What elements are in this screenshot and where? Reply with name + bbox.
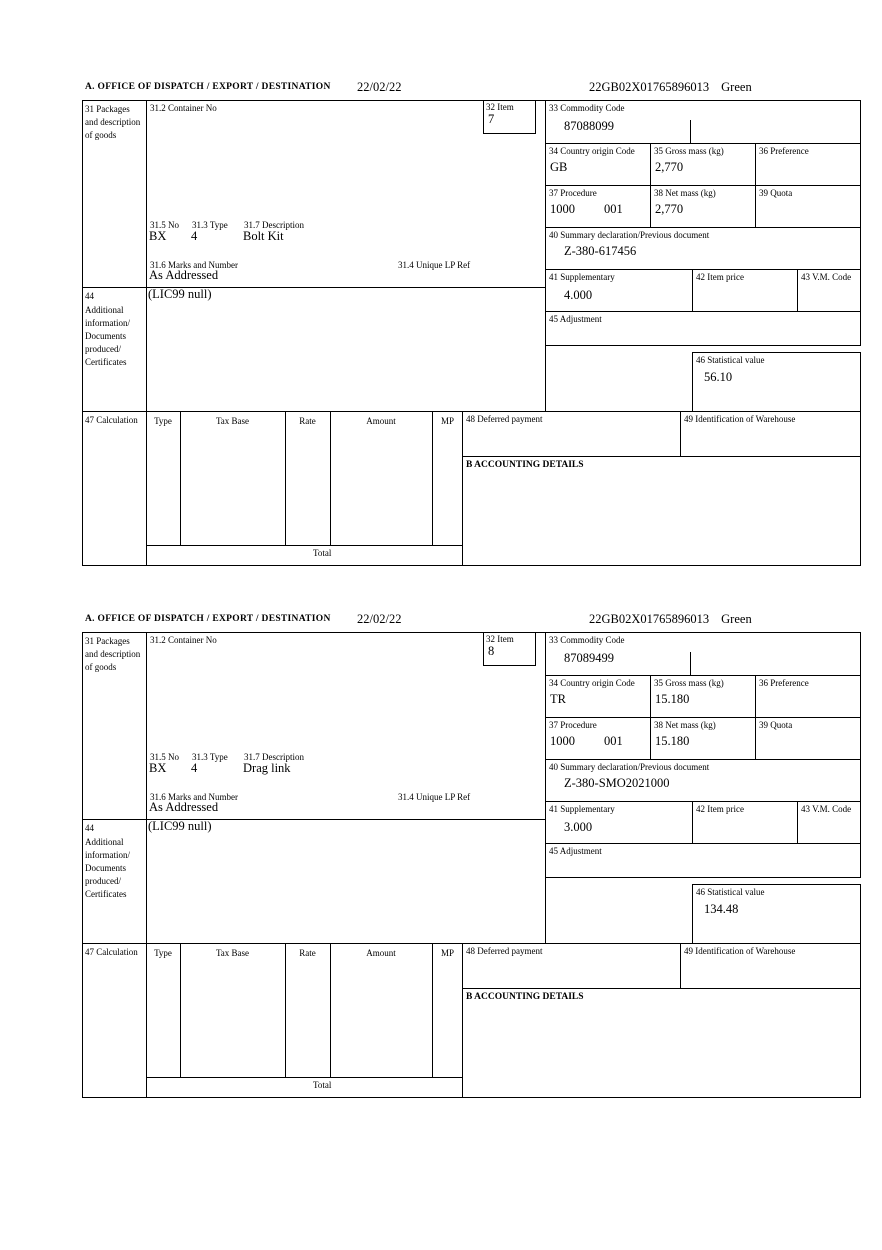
table-column-line	[285, 411, 286, 546]
accounting-details-cell	[462, 456, 861, 566]
box-47-label: 47 Calculation	[85, 947, 138, 957]
table-total-line	[146, 1077, 463, 1078]
goods-description-value: Bolt Kit	[243, 229, 284, 243]
routing-status: Green	[721, 80, 752, 94]
box-31-2-label: 31.2 Container No	[150, 103, 217, 113]
package-type-value: 4	[191, 761, 198, 775]
box-44-label: Additional information/ Documents produced/ Certificates	[85, 837, 130, 899]
additional-info-value: (LIC99 null)	[148, 287, 212, 301]
box-49-label: 49 Identification of Warehouse	[684, 414, 796, 424]
gross-mass-value: 15.180	[655, 692, 690, 706]
marks-value: As Addressed	[149, 800, 219, 814]
office-of-dispatch-header: A. OFFICE OF DISPATCH / EXPORT / DESTINATION	[85, 82, 331, 92]
accounting-details-label: B ACCOUNTING DETAILS	[466, 460, 584, 470]
commodity-code-divider	[690, 120, 691, 143]
box-42-label: 42 Item price	[696, 272, 744, 282]
box-31-7-label: 31.7 Description	[244, 220, 304, 230]
net-mass-value: 15.180	[655, 734, 690, 748]
box-35-label: 35 Gross mass (kg)	[654, 678, 724, 688]
supplementary-value: 4.000	[564, 288, 593, 302]
table-column-line	[285, 943, 286, 1078]
additional-info-value: (LIC99 null)	[148, 819, 212, 833]
box-44-label: Additional information/ Documents produced/ Certificates	[85, 305, 130, 367]
box-31-7-label: 31.7 Description	[244, 752, 304, 762]
country-origin-value: GB	[550, 160, 568, 174]
statistical-value: 56.10	[704, 370, 733, 384]
calculation-table	[146, 943, 463, 1098]
col-tax-base-label: Tax Base	[215, 416, 250, 426]
box-39-label: 39 Quota	[759, 188, 793, 198]
col-tax-base-label: Tax Base	[215, 948, 250, 958]
box-33-label: 33 Commodity Code	[549, 103, 625, 113]
box-31-6-label: 31.6 Marks and Number	[150, 792, 238, 802]
summary-declaration-value: Z-380-617456	[564, 244, 637, 258]
box-41-label: 41 Supplementary	[549, 804, 615, 814]
routing-status: Green	[721, 612, 752, 626]
mrn-value: 22GB02X01765896013	[589, 612, 710, 626]
commodity-code-divider	[690, 652, 691, 675]
accounting-details-label: B ACCOUNTING DETAILS	[466, 992, 584, 1002]
box-34-label: 34 Country origin Code	[549, 678, 635, 688]
box-43-label: 43 V.M. Code	[801, 272, 852, 282]
box-31-4-label: 31.4 Unique LP Ref	[398, 260, 471, 270]
package-no-value: BX	[149, 229, 167, 243]
box-35-label: 35 Gross mass (kg)	[654, 146, 724, 156]
box-47-label-cell	[82, 411, 147, 566]
declaration-date: 22/02/22	[357, 612, 402, 626]
table-column-line	[180, 411, 181, 546]
box-44-content-cell	[146, 819, 546, 944]
box-48-label: 48 Deferred payment	[466, 414, 543, 424]
calculation-table	[146, 411, 463, 566]
box-46-label: 46 Statistical value	[696, 887, 765, 897]
declaration-reference	[589, 80, 752, 95]
procedure-2-value: 001	[604, 202, 623, 216]
box-33-label: 33 Commodity Code	[549, 635, 625, 645]
item-page-1	[0, 80, 882, 566]
statistical-value: 134.48	[704, 902, 739, 916]
commodity-code-value: 87088099	[564, 119, 614, 133]
marks-value: As Addressed	[149, 268, 219, 282]
box-31-label: 31 Packages and description of goods	[85, 636, 141, 672]
net-mass-value: 2,770	[655, 202, 684, 216]
box-34-label: 34 Country origin Code	[549, 146, 635, 156]
box-42-label: 42 Item price	[696, 804, 744, 814]
col-type-label: Type	[154, 416, 172, 426]
box-48-label: 48 Deferred payment	[466, 946, 543, 956]
box-44-number: 44	[85, 291, 94, 301]
item-page-2	[0, 612, 882, 1098]
office-of-dispatch-header: A. OFFICE OF DISPATCH / EXPORT / DESTINATION	[85, 614, 331, 624]
procedure-value: 1000	[550, 734, 575, 748]
box-43-label: 43 V.M. Code	[801, 804, 852, 814]
box-31-5-label: 31.5 No	[150, 752, 179, 762]
mrn-value: 22GB02X01765896013	[589, 80, 710, 94]
package-type-value: 4	[191, 229, 198, 243]
procedure-value: 1000	[550, 202, 575, 216]
total-label: Total	[313, 548, 332, 558]
goods-description-value: Drag link	[243, 761, 291, 775]
col-mp-label: MP	[440, 948, 454, 958]
supplementary-value: 3.000	[564, 820, 593, 834]
box-40-label: 40 Summary declaration/Previous document	[549, 230, 710, 240]
box-45-label: 45 Adjustment	[549, 846, 602, 856]
table-column-line	[432, 411, 433, 546]
table-total-line	[146, 545, 463, 546]
box-31-2-label: 31.2 Container No	[150, 635, 217, 645]
table-column-line	[180, 943, 181, 1078]
col-mp-label: MP	[440, 416, 454, 426]
box-32-label: 32 Item	[486, 634, 514, 644]
country-origin-value: TR	[550, 692, 566, 706]
table-column-line	[330, 411, 331, 546]
box-40-label: 40 Summary declaration/Previous document	[549, 762, 710, 772]
dashed-divider	[545, 877, 546, 944]
box-31-3-label: 31.3 Type	[192, 752, 228, 762]
box-38-label: 38 Net mass (kg)	[654, 188, 716, 198]
box-31-6-label: 31.6 Marks and Number	[150, 260, 238, 270]
table-column-line	[432, 943, 433, 1078]
item-number-value: 7	[488, 112, 495, 126]
summary-declaration-value: Z-380-SMO2021000	[564, 776, 670, 790]
col-amount-label: Amount	[366, 416, 396, 426]
gross-mass-value: 2,770	[655, 160, 684, 174]
box-36-label: 36 Preference	[759, 678, 809, 688]
box-31-label: 31 Packages and description of goods	[85, 104, 141, 140]
box-38-label: 38 Net mass (kg)	[654, 720, 716, 730]
box-45-label: 45 Adjustment	[549, 314, 602, 324]
box-49-label: 49 Identification of Warehouse	[684, 946, 796, 956]
declaration-reference	[589, 612, 752, 627]
box-39-label: 39 Quota	[759, 720, 793, 730]
col-amount-label: Amount	[366, 948, 396, 958]
box-47-label-cell	[82, 943, 147, 1098]
table-column-line	[330, 943, 331, 1078]
box-31-5-label: 31.5 No	[150, 220, 179, 230]
col-rate-label: Rate	[299, 948, 316, 958]
total-label: Total	[313, 1080, 332, 1090]
box-37-label: 37 Procedure	[549, 188, 597, 198]
box-37-label: 37 Procedure	[549, 720, 597, 730]
box-47-label: 47 Calculation	[85, 415, 138, 425]
procedure-2-value: 001	[604, 734, 623, 748]
declaration-date: 22/02/22	[357, 80, 402, 94]
box-31-4-label: 31.4 Unique LP Ref	[398, 792, 471, 802]
package-no-value: BX	[149, 761, 167, 775]
dashed-divider	[545, 345, 546, 412]
box-41-label: 41 Supplementary	[549, 272, 615, 282]
box-31-3-label: 31.3 Type	[192, 220, 228, 230]
col-rate-label: Rate	[299, 416, 316, 426]
box-46-label: 46 Statistical value	[696, 355, 765, 365]
item-number-value: 8	[488, 644, 495, 658]
col-type-label: Type	[154, 948, 172, 958]
box-44-number: 44	[85, 823, 94, 833]
box-44-content-cell	[146, 287, 546, 412]
box-36-label: 36 Preference	[759, 146, 809, 156]
commodity-code-value: 87089499	[564, 651, 614, 665]
accounting-details-cell	[462, 988, 861, 1098]
box-32-label: 32 Item	[486, 102, 514, 112]
